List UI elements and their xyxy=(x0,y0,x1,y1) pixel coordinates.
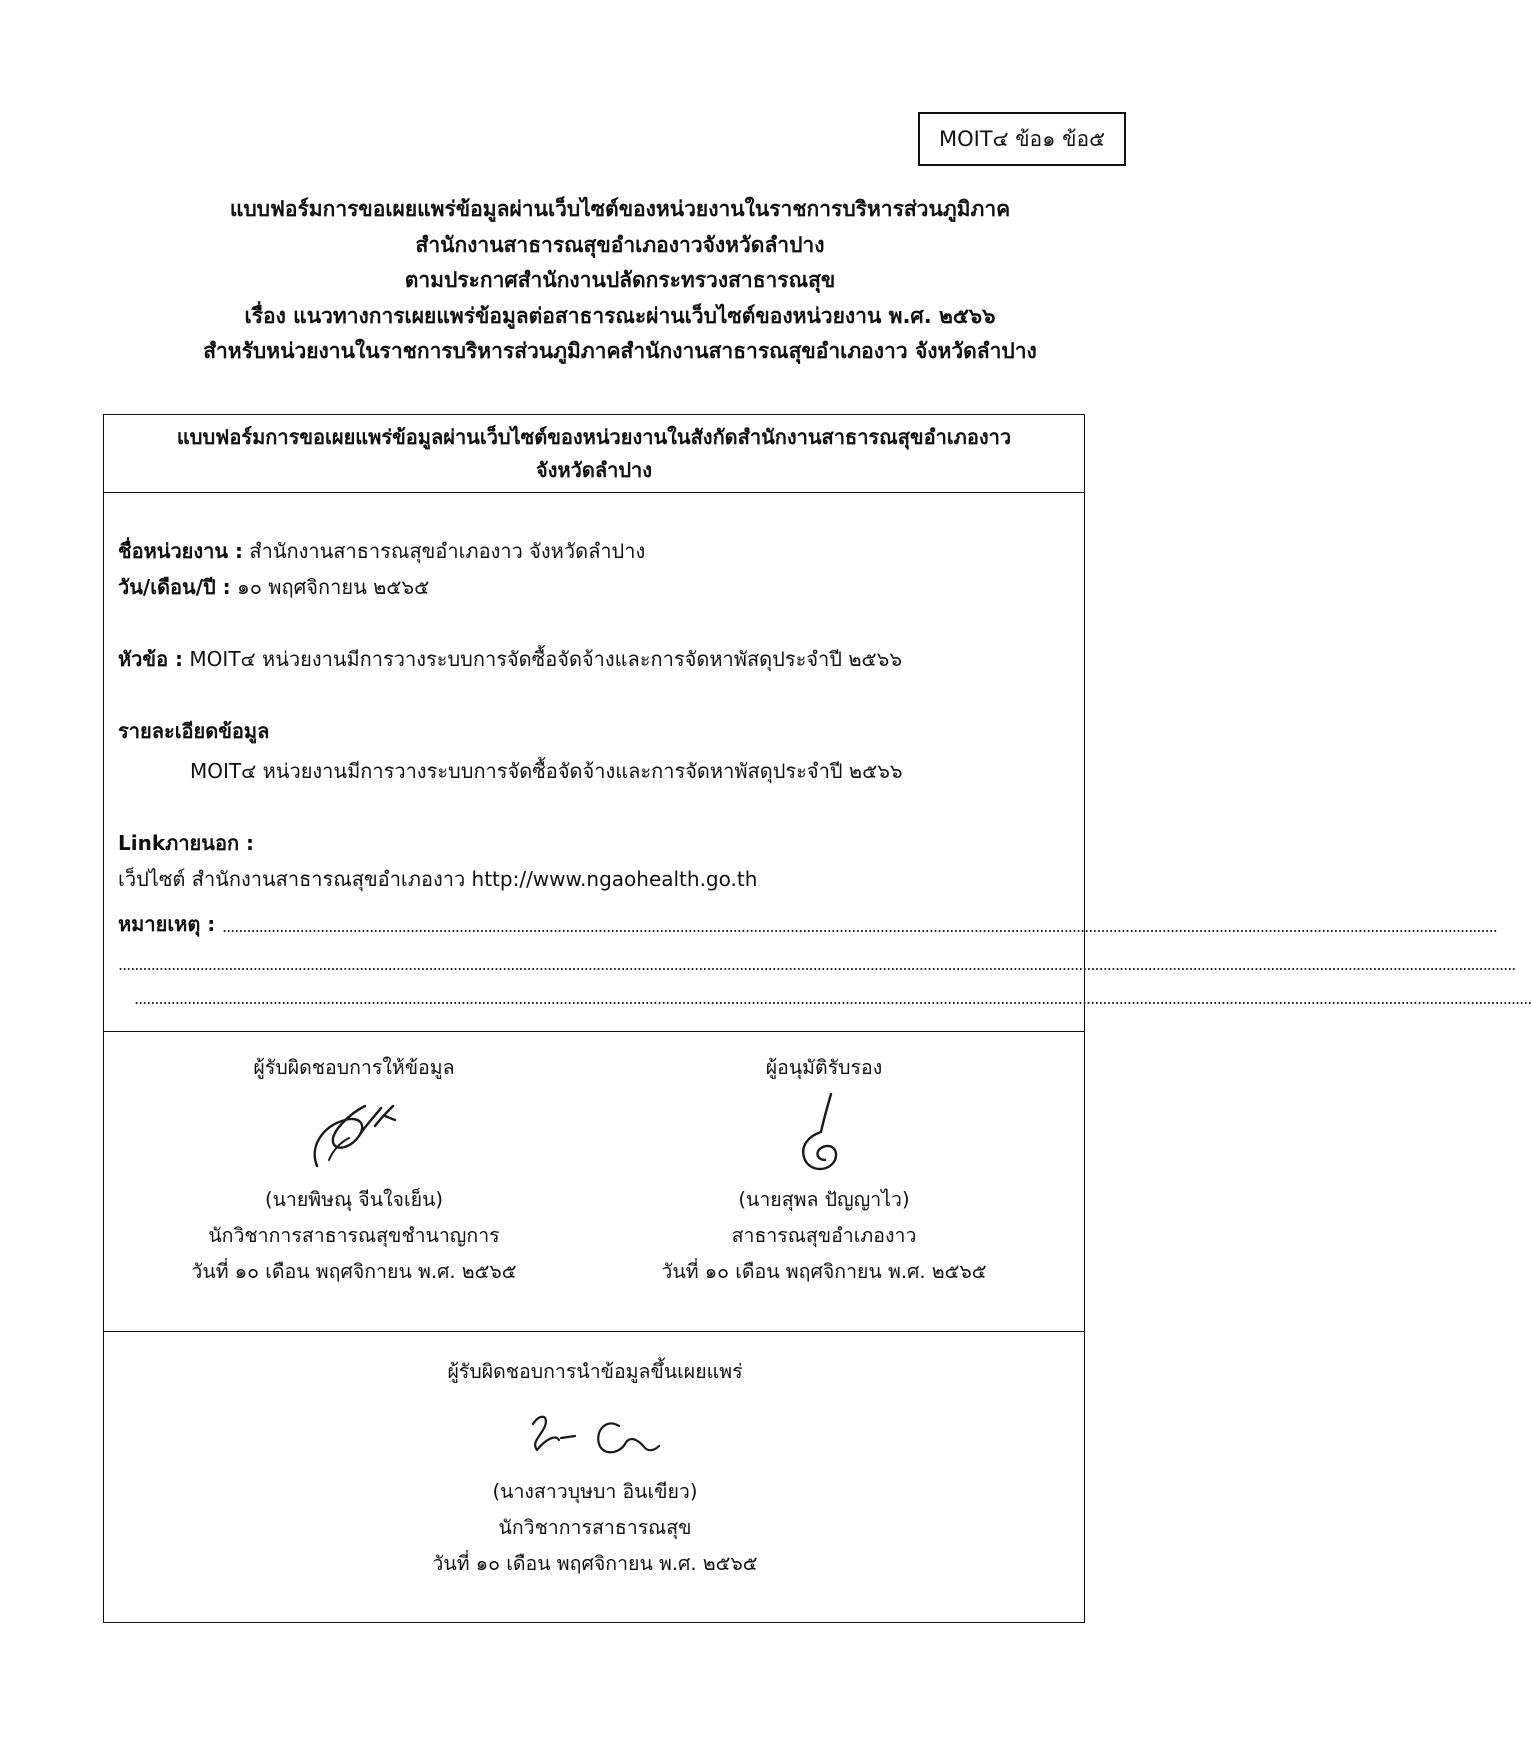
heading-line-2: สำนักงานสาธารณสุขอำเภองาวจังหวัดลำปาง xyxy=(415,232,825,257)
informant-name: (นายพิษณุ จีนใจเย็น) xyxy=(264,1188,444,1211)
date-value: ๑๐ พฤศจิกายน ๒๕๖๕ xyxy=(230,575,430,599)
publisher-position: นักวิชาการสาธารณสุข xyxy=(498,1516,692,1539)
approver-signature-icon xyxy=(769,1086,879,1182)
date-label: วัน/เดือน/ปี : xyxy=(118,575,231,599)
informant-date: วันที่ ๑๐ เดือน พฤศจิกายน พ.ศ. ๒๕๖๕ xyxy=(191,1260,517,1283)
note-dotted-line-2: ...................................................................................................................................................................................................................................................................................................................................................... xyxy=(118,955,1516,974)
topic-row xyxy=(118,643,902,675)
signature-section xyxy=(104,1031,1084,1331)
publisher-section xyxy=(104,1331,1084,1624)
publisher-role: ผู้รับผิดชอบการนำข้อมูลขึ้นเผยแพร่ xyxy=(447,1360,743,1383)
topic-label: หัวข้อ : xyxy=(118,647,184,671)
informant-role: ผู้รับผิดชอบการให้ข้อมูล xyxy=(253,1056,455,1079)
approver-date: วันที่ ๑๐ เดือน พฤศจิกายน พ.ศ. ๒๕๖๕ xyxy=(661,1260,987,1283)
note-row xyxy=(118,908,215,940)
reference-code: MOIT๔ ข้อ๑ ข้อ๕ xyxy=(938,126,1106,151)
document-heading xyxy=(100,192,1140,370)
form-title-line-2: จังหวัดลำปาง xyxy=(535,458,653,482)
informant-signature-icon xyxy=(289,1086,419,1182)
form-title xyxy=(104,415,1084,493)
unit-value: สำนักงานสาธารณสุขอำเภองาว จังหวัดลำปาง xyxy=(243,539,646,563)
heading-line-5: สำหรับหน่วยงานในราชการบริหารส่วนภูมิภาคสำนักงานสาธารณสุขอำเภองาว จังหวัดลำปาง xyxy=(203,339,1037,363)
heading-line-1: แบบฟอร์มการขอเผยแพร่ข้อมูลผ่านเว็บไซต์ของหน่วยงานในราชการบริหารส่วนภูมิภาค xyxy=(229,197,1011,221)
detail-value: MOIT๔ หน่วยงานมีการวางระบบการจัดซื้อจัดจ้างและการจัดหาพัสดุประจำปี ๒๕๖๖ xyxy=(190,759,903,783)
heading-line-4: เรื่อง แนวทางการเผยแพร่ข้อมูลต่อสาธารณะผ่านเว็บไซต์ของหน่วยงาน พ.ศ. ๒๕๖๖ xyxy=(244,303,996,328)
signature-block-approver xyxy=(574,1050,1074,1290)
approver-role: ผู้อนุมัติรับรอง xyxy=(765,1056,883,1079)
approver-position: สาธารณสุขอำเภองาว xyxy=(731,1224,917,1247)
unit-label: ชื่อหน่วยงาน : xyxy=(118,539,244,563)
note-dotted-line-3: ...................................................................................................................................................................................................................................................................................................................................................... xyxy=(134,989,1531,1008)
link-value: เว็ปไซต์ สำนักงานสาธารณสุขอำเภองาว http://www.ngaohealth.go.th xyxy=(118,867,758,891)
publisher-signature-icon xyxy=(515,1404,675,1474)
unit-row xyxy=(118,535,645,567)
publisher-date: วันที่ ๑๐ เดือน พฤศจิกายน พ.ศ. ๒๕๖๕ xyxy=(432,1552,758,1575)
link-label: Linkภายนอก : xyxy=(118,831,255,855)
signature-block-informant xyxy=(104,1050,604,1290)
informant-position: นักวิชาการสาธารณสุขชำนาญการ xyxy=(208,1224,500,1247)
date-row xyxy=(118,571,429,603)
heading-line-3: ตามประกาศสำนักงานปลัดกระทรวงสาธารณสุข xyxy=(404,268,836,292)
approver-name: (นายสุพล ปัญญาไว) xyxy=(738,1188,910,1211)
reference-code-box xyxy=(918,112,1126,166)
note-label: หมายเหตุ : xyxy=(118,912,216,936)
note-dotted-line-1: ........................................................................................................................................................................................................................................................................................................................ xyxy=(222,917,1497,936)
publisher-name: (นางสาวบุษบา อินเขียว) xyxy=(492,1480,698,1503)
form-title-line-1: แบบฟอร์มการขอเผยแพร่ข้อมูลผ่านเว็บไซต์ของหน่วยงานในสังกัดสำนักงานสาธารณสุขอำเภองาว xyxy=(176,425,1012,449)
signature-block-publisher xyxy=(104,1354,1086,1582)
request-form xyxy=(103,414,1531,1623)
topic-value: MOIT๔ หน่วยงานมีการวางระบบการจัดซื้อจัดจ้างและการจัดหาพัสดุประจำปี ๒๕๖๖ xyxy=(183,647,903,671)
detail-label: รายละเอียดข้อมูล xyxy=(118,719,270,743)
